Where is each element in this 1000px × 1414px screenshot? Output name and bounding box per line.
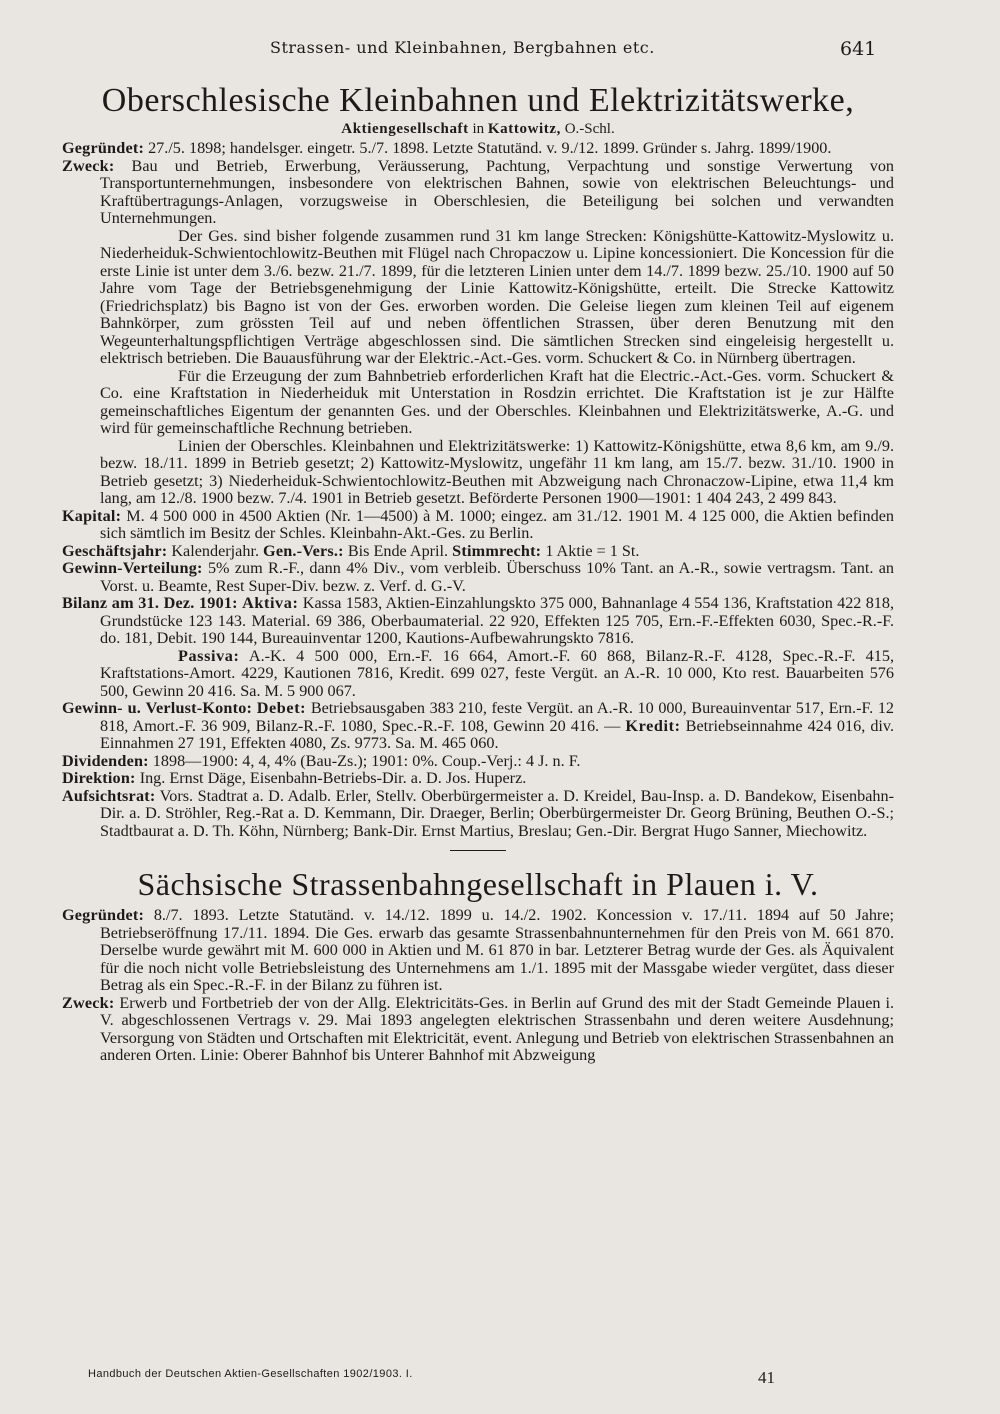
vote-text: 1 Aktie = 1 St. <box>545 541 640 560</box>
company-2-founded-label: Gegründet: <box>62 906 145 924</box>
routes-text: Der Ges. sind bisher folgende zusammen rund 31 km lange Strecken: Königshütte-Kattowitz-Myslowitz u. Niederheiduk-Schwientochlowitz-Beuthen mit Flügel nach Chropaczow u. Lipine koncessioniert. Die Koncession für die erste Linie ist unter dem 3./6. bezw. 21./7. 1899, für die letzteren Linien unter dem 14./7. 1899 bezw. 25./10. 1900 auf 50 Jahre vom Tage der Betriebsgenehmigung der Linie Kattowitz-Königshütte, erteilt. Die Strecke Kattowitz (Friedrichsplatz) bis Bagno ist von der Ges. erworben worden. Die Geleise liegen zum kleinen Teil auf eigenem Bahnkörper, zum grössten Teil auf und neben öffentlichen Strassen, über deren Benutzung mit den Wegeunterhaltungspflichtigen Verträge abgeschlossen sind. Die sämtlichen Strecken sind eingeleisig hergestellt u. elektrisch betrieben. Die Bauausführung war der Elektric.-Act.-Ges. vorm. Schuckert & Co. in Nürnberg übertragen. <box>100 226 894 367</box>
lines-text: Linien der Oberschles. Kleinbahnen und Elektrizitätswerke: 1) Kattowitz-Königshütte, etwa 8,6 km, am 9./9. bezw. 18./11. 1899 in Betrieb gesetzt; 2) Kattowitz-Myslowitz, ungefähr 11 km lang, am 15./7. bezw. 31./10. 1900 in Betrieb gesetzt; 3) Niederheiduk-Schwientochlowitz-Beuthen mit Abzweigung nach Chronaczow-Lipine, etwa 11,4 km lang, am 12./8. 1900 bezw. 7./4. 1901 in Betrieb gesetzt. Beförderte Personen 1900—1901: 1 404 243, 2 499 843. <box>100 436 894 507</box>
capital-entry <box>62 508 894 543</box>
page-body <box>62 82 894 1065</box>
profit-distribution-label: Gewinn-Verteilung: <box>62 559 203 577</box>
purpose-entry <box>62 158 894 228</box>
debit-label: Debet: <box>256 699 307 717</box>
running-head <box>0 38 1000 64</box>
dividends-text: 1898—1900: 4, 4, 4% (Bau-Zs.); 1901: 0%. Coup.-Verj.: 4 J. n. F. <box>152 751 581 770</box>
profit-distribution-text: 5% zum R.-F., dann 4% Div., vom verbleib. Überschuss 10% Tant. an A.-R., sowie vertragsm. Tant. an Vorst. u. Beamte, Rest Super-Div. bezw. z. Verf. d. G.-V. <box>100 559 895 595</box>
company-1-title: Oberschlesische Kleinbahnen und Elektrizitätswerke, <box>101 82 855 119</box>
capital-label: Kapital: <box>62 506 122 525</box>
credit-text: Betriebseinnahme 424 016, div. Einnahmen 27 191, Effekten 4080, Zs. 9773. Sa. M. 465 060. <box>100 716 895 752</box>
sheet-signature: 41 <box>758 1368 775 1387</box>
dividends-entry <box>62 753 894 771</box>
gm-label: Gen.-Vers.: <box>263 541 344 560</box>
company-2-title: Sächsische Strassenbahngesellschaft in Plauen i. V. <box>137 866 819 902</box>
capital-text: M. 4 500 000 in 4500 Aktien (Nr. 1—4500) à M. 1000; eingez. am 31./12. 1901 M. 4 125 000, die Aktien befinden sich sämtlich im Besitz der Schles. Kleinbahn-Akt.-Ges. zu Berlin. <box>100 506 895 542</box>
section-divider <box>450 850 506 851</box>
profit-distribution-entry <box>62 560 894 595</box>
publication-line: Handbuch der Deutschen Aktien-Gesellschaften 1902/1903. I. <box>88 1368 413 1380</box>
meeting-entry <box>62 543 894 561</box>
company-2-purpose-entry <box>62 995 894 1065</box>
liabilities-text: A.-K. 4 500 000, Ern.-F. 16 664, Amort.-F. 60 868, Bilanz-R.-F. 4128, Spec.-R.-F. 415, Kraftstations-Amort. 4229, Kautionen 7816, Kredit. 699 027, feste Vergüt. an A.-R. 10 000, Kto rest. Bauarbeiten 576 500, Gewinn 20 416. Sa. M. 5 900 067. <box>100 646 895 700</box>
company-form: Aktiengesellschaft <box>341 121 469 137</box>
page-number: 641 <box>840 38 877 60</box>
company-2-purpose-label: Zweck: <box>62 993 115 1012</box>
fiscal-text: Kalenderjahr. <box>171 541 259 560</box>
founded-label: Gegründet: <box>62 139 145 157</box>
dividends-label: Dividenden: <box>62 751 149 770</box>
credit-label: Kredit: <box>625 716 681 735</box>
liabilities-entry <box>62 648 894 701</box>
routes-paragraph <box>62 228 894 368</box>
company-region: O.-Schl. <box>564 121 615 137</box>
company-1-subtitle <box>62 120 894 138</box>
direction-entry <box>62 770 894 788</box>
power-station-text: Für die Erzeugung der zum Bahnbetrieb erforderlichen Kraft hat die Electric.-Act.-Ges. vorm. Schuckert & Co. eine Kraftstation in Niederheiduk mit Unterstation in Rosdzin errichtet. Die Kraftstation ist je zur Hälfte gemeinschaftliches Eigentum der genannten Ges. und der Oberschles. Kleinbahnen und Elektrizitätswerke, A.-G. und wird für gemeinschaftliche Rechnung betrieben. <box>100 366 894 437</box>
power-station-paragraph <box>62 368 894 438</box>
liabilities-label: Passiva: <box>178 646 240 665</box>
board-entry <box>62 788 894 841</box>
direction-text: Ing. Ernst Däge, Eisenbahn-Betriebs-Dir. a. D. Jos. Huperz. <box>139 769 527 787</box>
assets-label: Aktiva: <box>242 594 299 612</box>
direction-label: Direktion: <box>62 769 136 787</box>
balance-entry <box>62 595 894 648</box>
founded-entry <box>62 140 894 158</box>
vote-label: Stimmrecht: <box>452 541 542 560</box>
profit-loss-label: Gewinn- u. Verlust-Konto: <box>62 699 253 717</box>
debit-text: Betriebsausgaben 383 210, feste Vergüt. an A.-R. 10 000, Bureauinventar 517, Ern.-F. 12 818, Amort.-F. 36 909, Bilanz-R.-F. 1080, Spec.-R.-F. 108, Gewinn 20 416. — <box>100 699 895 735</box>
page-footer <box>88 1368 948 1390</box>
company-2-purpose-text: Erwerb und Fortbetrieb der von der Allg. Elektricitäts-Ges. in Berlin auf Grund des mit der Stadt Gemeinde Plauen i. V. abgeschlossenen Vertrags v. 29. Mai 1893 angelegten elektrischen Strassenbahn und deren weitere Ausdehnung; Versorgung von Städten und Ortschaften mit Elektricität, event. Anlegung und Betrieb von elektrischen Strassenbahnen an anderen Orten. Linie: Oberer Bahnhof bis Unterer Bahnhof mit Abzweigung <box>100 993 894 1064</box>
purpose-text: Bau und Betrieb, Erwerbung, Veräusserung, Pachtung, Verpachtung und sonstige Verwertung von Transportunternehmungen, insbesondere von elektrischen Bahnen, sowie von elektrischen Beleuchtungs- und Kraftübertragungs-Anlagen, vorzugsweise in Oberschlesien, die Beteiligung bei solchen und verwandten Unternehmungen. <box>100 156 895 227</box>
gm-text: Bis Ende April. <box>347 541 449 560</box>
company-location: Kattowitz, <box>487 121 561 137</box>
founded-text: 27./5. 1898; handelsger. eingetr. 5./7. 1898. Letzte Statutänd. v. 9./12. 1899. Gründer s. Jahrg. 1899/1900. <box>148 139 832 157</box>
running-title: Strassen- und Kleinbahnen, Bergbahnen etc. <box>270 38 655 57</box>
board-text: Vors. Stadtrat a. D. Adalb. Erler, Stellv. Oberbürgermeister a. D. Kreidel, Bau-Insp. a. D. Bandekow, Eisenbahn-Dir. a. D. Ströhler, Reg.-Rat a. D. Kemmann, Dir. Draeger, Berlin; Oberbürgermeister Dr. Georg Brüning, Beuthen O.-S.; Stadtbaurat a. D. Th. Köhn, Nürnberg; Bank-Dir. Ernst Martius, Breslau; Gen.-Dir. Bergrat Hugo Sanner, Miechowitz. <box>100 786 894 840</box>
fiscal-label: Geschäftsjahr: <box>62 541 168 560</box>
lines-paragraph <box>62 438 894 508</box>
board-label: Aufsichtsrat: <box>62 786 156 805</box>
location-preposition: in <box>472 121 485 137</box>
company-2-founded-entry <box>62 907 894 995</box>
profit-loss-entry <box>62 700 894 753</box>
balance-label: Bilanz am 31. Dez. 1901: <box>62 594 238 612</box>
purpose-label: Zweck: <box>62 156 115 175</box>
assets-text: Kassa 1583, Aktien-Einzahlungskto 375 000, Bahnanlage 4 554 136, Kraftstation 422 818, Grundstücke 123 143. Material. 69 386, Oberbaumaterial. 22 920, Effekten 125 705, Ern.-F.-Effekten 6030, Spec.-R.-F. do. 181, Debit. 190 144, Bureauinventar 1200, Kautions-Aufbewahrungskto 7816. <box>100 594 895 647</box>
company-2-founded-text: 8./7. 1893. Letzte Statutänd. v. 14./12. 1899 u. 14./2. 1902. Koncession v. 17./11. 1894 auf 50 Jahre; Betriebseröffnung 17./11. 1894. Die Ges. erwarb das gesamte Strassenbahnunternehmen für den Preis von M. 661 870. Derselbe wurde gewährt mit M. 600 000 in Aktien und M. 61 870 in bar. Letzterer Betrag wurde der Ges. als Äquivalent für die noch nicht volle Betriebsleistung des Unternehmens am 1./1. 1895 mit der Massgabe wieder vergütet, dass dieser Betrag als ein Spec.-R.-F. in der Bilanz zu führen ist. <box>100 906 895 994</box>
